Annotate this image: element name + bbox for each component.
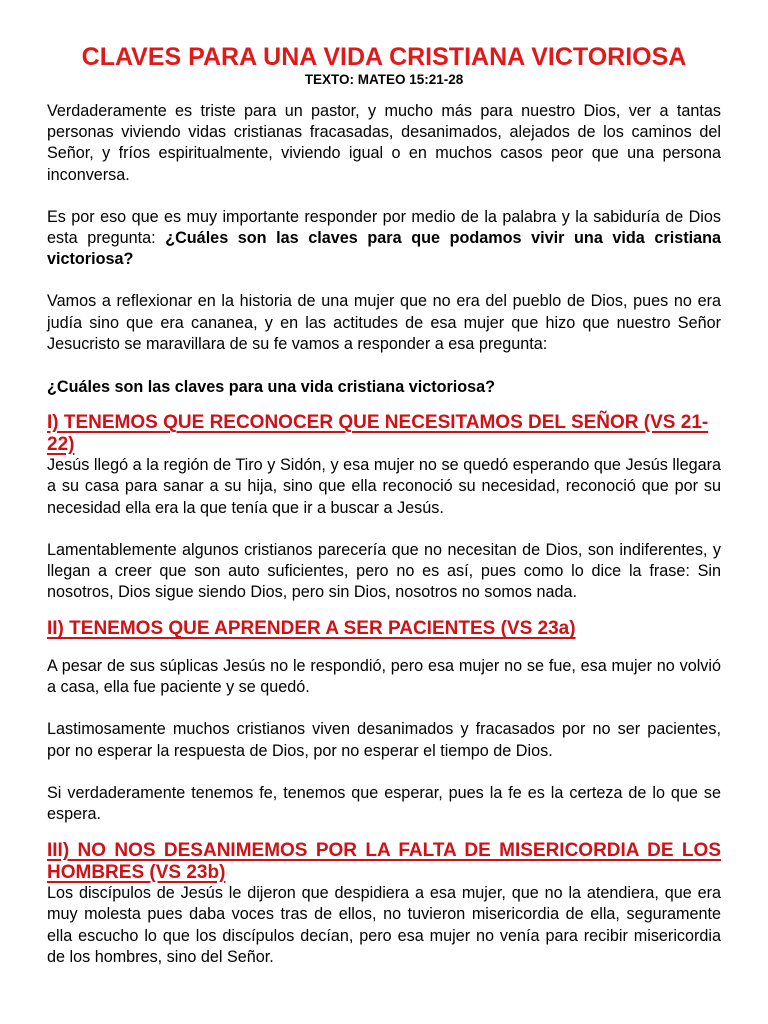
section-2-paragraph-3: Si verdaderamente tenemos fe, tenemos que esperar, pues la fe es la certeza de lo que se espera. [47, 783, 721, 823]
intro-question-bold: ¿Cuáles son las claves para que podamos vivir una vida cristiana victoriosa? [47, 229, 721, 269]
key-question: ¿Cuáles son las claves para una vida cristiana victoriosa? [47, 378, 496, 397]
section-1-heading: I) TENEMOS QUE RECONOCER QUE NECESITAMOS DEL SEÑOR (VS 21-22) [47, 412, 709, 455]
section-2-paragraph-2: Lastimosamente muchos cristianos viven desanimados y fracasados por no ser pacientes, por no esperar la respuesta de Dios, por no esperar el tiempo de Dios. [47, 720, 721, 760]
intro-paragraph-2-text: Es por eso que es muy importante responder por medio de la palabra y la sabiduría de Dios esta pregunta: [47, 207, 721, 248]
section-3-heading: III) NO NOS DESANIMEMOS POR LA FALTA DE MISERICORDIA DE LOS HOMBRES (VS 23b) [47, 840, 721, 883]
scripture-reference: TEXTO: MATEO 15:21-28 [304, 72, 464, 87]
document-body [47, 101, 721, 968]
section-1-paragraph-2: Lamentablemente algunos cristianos parecería que no necesitan de Dios, son indiferentes, y llegan a creer que son auto suficientes, pero no es así, pues como lo dice la frase: Sin nosotros, Dios sigue siendo Dios, pero sin Dios, nosotros no somos nada. [47, 540, 721, 602]
document-title: CLAVES PARA UNA VIDA CRISTIANA VICTORIOSA [81, 43, 687, 71]
section-1-paragraph-1: Jesús llegó a la región de Tiro y Sidón, y esa mujer no se quedó esperando que Jesús llegara a su casa para sanar a su hija, sino que ella reconoció su necesidad, reconoció que por su necesidad ella era la que tenía que ir a buscar a Jesús. [47, 456, 721, 517]
section-2-heading: II) TENEMOS QUE APRENDER A SER PACIENTES (VS 23a) [47, 618, 576, 640]
intro-paragraph-2 [47, 207, 721, 271]
intro-paragraph-3: Vamos a reflexionar en la historia de una mujer que no era del pueblo de Dios, pues no era judía sino que era cananea, y en las actitudes de esa mujer que hizo que nuestro Señor Jesucristo se maravillara de su fe vamos a responder a esa pregunta: [47, 292, 721, 353]
intro-paragraph-1: Verdaderamente es triste para un pastor, y mucho más para nuestro Dios, ver a tantas personas viviendo vidas cristianas fracasadas, desanimados, alejados de los caminos del Señor, y fríos espiritualmente, viviendo igual o en muchos casos peor que una persona inconversa. [47, 102, 721, 184]
section-3-paragraph-1: Los discípulos de Jesús le dijeron que despidiera a esa mujer, que no la atendiera, que era muy molesta pues daba voces tras de ellos, no tuvieron misericordia de ella, seguramente ella escucho lo que los discípulos decían, pero esa mujer no venía para recibir misericordia de los hombres, sino del Señor. [47, 884, 721, 966]
section-2-paragraph-1: A pesar de sus súplicas Jesús no le respondió, pero esa mujer no se fue, esa mujer no volvió a casa, ella fue paciente y se quedó. [47, 656, 721, 697]
